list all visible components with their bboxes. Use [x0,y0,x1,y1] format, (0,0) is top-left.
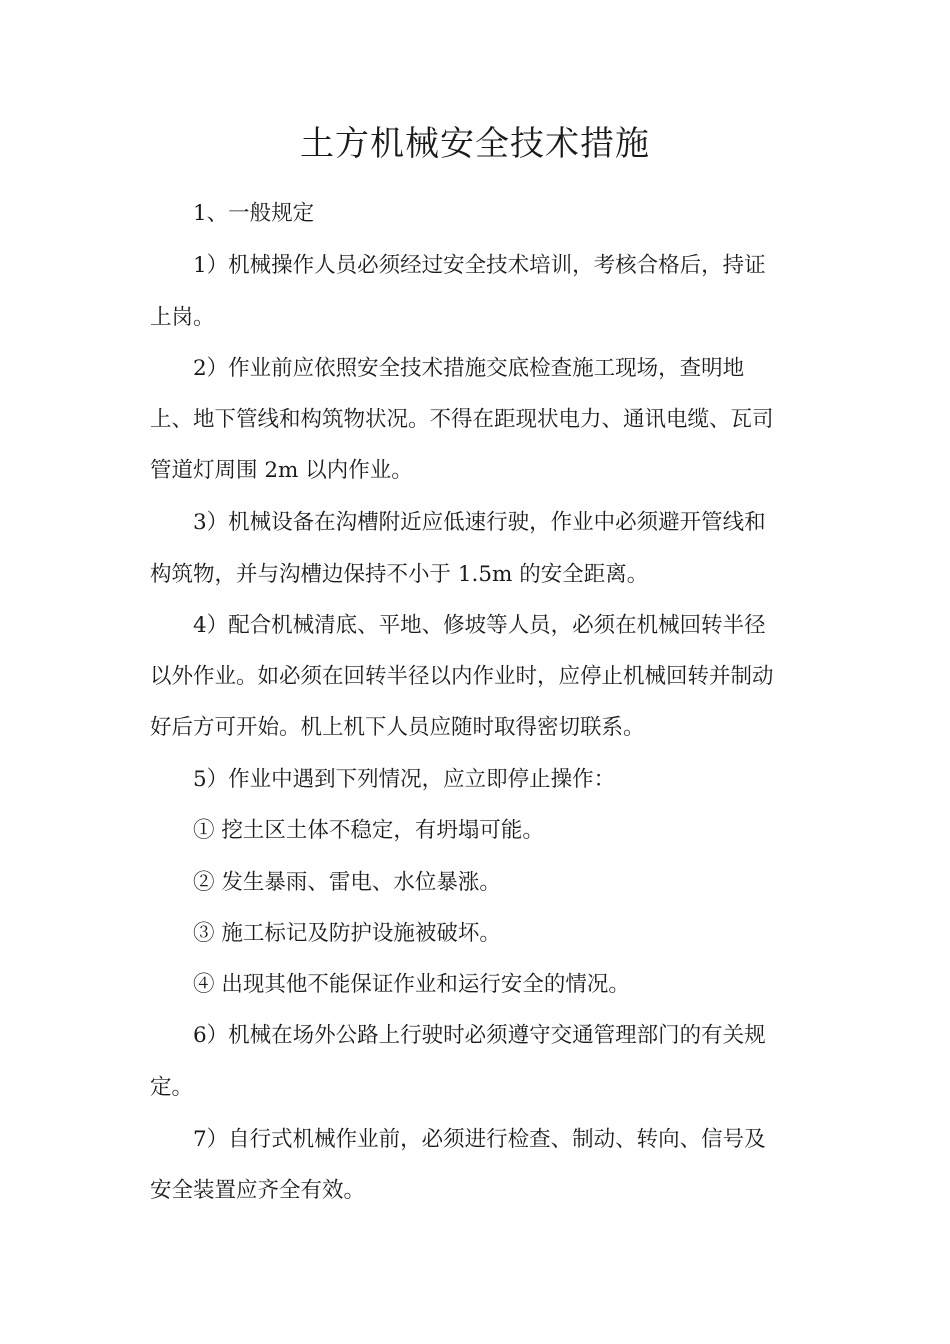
rule-4-line-2: 以外作业。如必须在回转半径以内作业时，应停止机械回转并制动 [150,664,774,689]
rule-6-line-1: 6）机械在场外公路上行驶时必须遵守交通管理部门的有关规 [193,1023,766,1048]
rule-7-line-2: 安全装置应齐全有效。 [150,1178,366,1203]
rule-5-item-3: ③ 施工标记及防护设施被破坏。 [193,921,501,946]
section-heading-general-rules: 1、一般规定 [193,201,315,226]
rule-2-line-1: 2）作业前应依照安全技术措施交底检查施工现场，查明地 [193,356,745,381]
rule-5-line-1: 5）作业中遇到下列情况，应立即停止操作： [193,767,616,792]
rule-4-line-3: 好后方可开始。机上机下人员应随时取得密切联系。 [150,715,645,740]
rule-5-item-4: ④ 出现其他不能保证作业和运行安全的情况。 [193,972,630,997]
rule-1-line-1: 1）机械操作人员必须经过安全技术培训，考核合格后，持证 [193,253,766,278]
rule-4-line-1: 4）配合机械清底、平地、修坡等人员，必须在机械回转半径 [193,613,766,638]
rule-7-line-1: 7）自行式机械作业前，必须进行检查、制动、转向、信号及 [193,1127,766,1152]
rule-5-item-2: ② 发生暴雨、雷电、水位暴涨。 [193,870,501,895]
rule-2-line-3: 管道灯周围 2m 以内作业。 [150,458,413,483]
rule-3-line-1: 3）机械设备在沟槽附近应低速行驶，作业中必须避开管线和 [193,510,766,535]
rule-6-line-2: 定。 [150,1075,194,1100]
rule-5-item-1: ① 挖土区土体不稳定，有坍塌可能。 [193,818,544,843]
rule-2-line-2: 上、地下管线和构筑物状况。不得在距现状电力、通讯电缆、瓦司 [150,407,774,432]
rule-1-line-2: 上岗。 [150,305,215,330]
rule-3-line-2: 构筑物，并与沟槽边保持不小于 1.5m 的安全距离。 [150,562,649,587]
document-title: 土方机械安全技术措施 [300,124,650,164]
